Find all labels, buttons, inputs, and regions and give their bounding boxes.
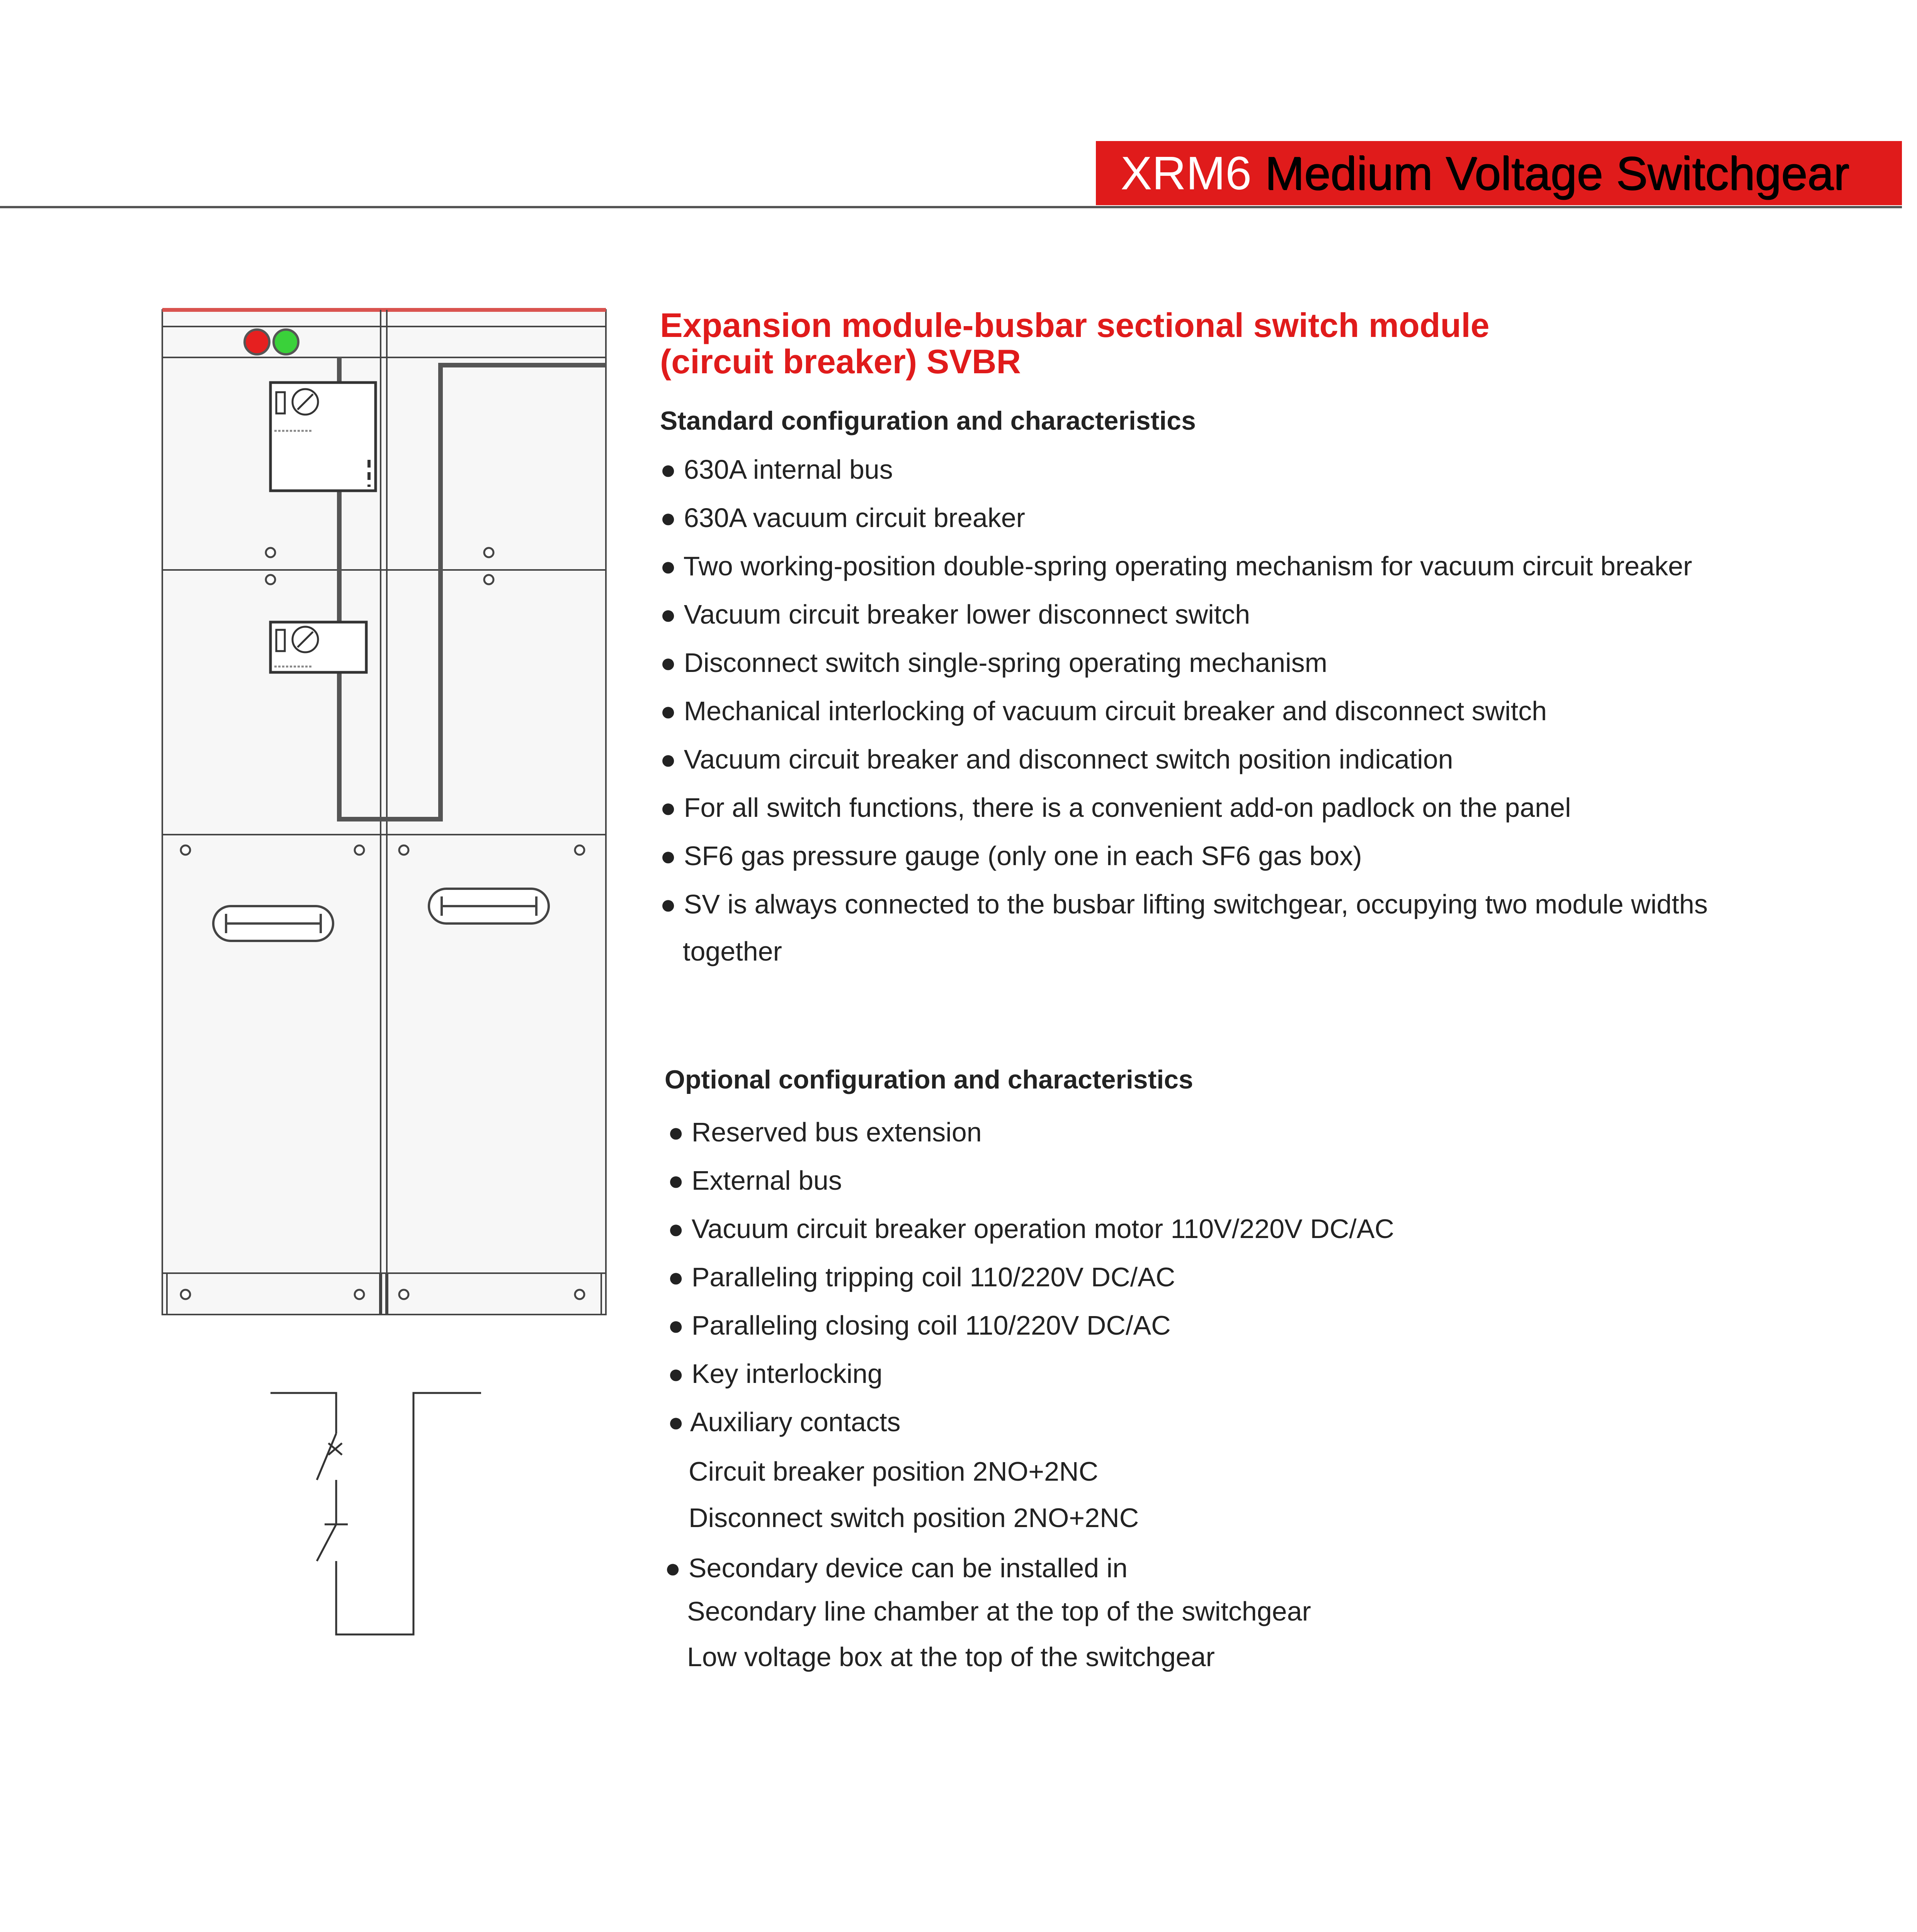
section-title-line-1: Expansion module-busbar sectional switch module — [660, 306, 1490, 344]
list-item: ● External bus — [668, 1165, 842, 1196]
list-item: ● Paralleling closing coil 110/220V DC/AC — [668, 1310, 1171, 1340]
list-item: ● Vacuum circuit breaker operation motor 110V/220V DC/AC — [668, 1214, 1394, 1244]
aux-contact-line: Circuit breaker position 2NO+2NC — [689, 1456, 1099, 1486]
list-item: ● SF6 gas pressure gauge (only one in each SF6 gas box) — [660, 841, 1362, 871]
list-item: ● Paralleling tripping coil 110/220V DC/AC — [668, 1262, 1175, 1292]
list-item: ● Vacuum circuit breaker lower disconnect switch — [660, 599, 1250, 629]
list-item: ● Vacuum circuit breaker and disconnect switch position indication — [660, 744, 1453, 774]
optional-heading: Optional configuration and characteristics — [665, 1065, 1193, 1094]
list-item-continuation: together — [683, 936, 782, 966]
list-item: ● SV is always connected to the busbar lifting switchgear, occupying two module widths — [660, 889, 1708, 919]
product-code: XRM6 — [1121, 147, 1252, 199]
switchgear-front-view — [162, 310, 606, 1315]
list-item: ● 630A vacuum circuit breaker — [660, 503, 1025, 533]
secondary-location-line: Low voltage box at the top of the switchgear — [687, 1642, 1215, 1672]
standard-heading: Standard configuration and characteristics — [660, 406, 1196, 435]
list-item: ● 630A internal bus — [660, 454, 893, 485]
header-title — [1121, 146, 1849, 200]
list-item: ● Disconnect switch single-spring operating mechanism — [660, 648, 1327, 678]
list-item: ● Reserved bus extension — [668, 1117, 982, 1147]
indicator-lamp-red — [245, 330, 269, 354]
section-title — [660, 307, 1490, 380]
header-divider — [0, 206, 1902, 208]
list-item: ● Key interlocking — [668, 1359, 883, 1389]
product-title: Medium Voltage Switchgear — [1264, 147, 1849, 199]
switchgear-drawing — [158, 305, 611, 1704]
list-item: ● For all switch functions, there is a convenient add-on padlock on the panel — [660, 793, 1571, 823]
secondary-location-line: Secondary line chamber at the top of the switchgear — [687, 1596, 1311, 1626]
list-item: ● Secondary device can be installed in — [665, 1553, 1128, 1583]
list-item: ● Mechanical interlocking of vacuum circuit breaker and disconnect switch — [660, 696, 1547, 726]
list-item: ● Two working-position double-spring operating mechanism for vacuum circuit breaker — [660, 551, 1692, 581]
single-line-diagram — [270, 1393, 481, 1634]
section-title-line-2: (circuit breaker) SVBR — [660, 342, 1021, 381]
list-item: ● Auxiliary contacts — [668, 1407, 901, 1437]
aux-contact-line: Disconnect switch position 2NO+2NC — [689, 1503, 1139, 1533]
indicator-lamp-green — [274, 330, 298, 354]
